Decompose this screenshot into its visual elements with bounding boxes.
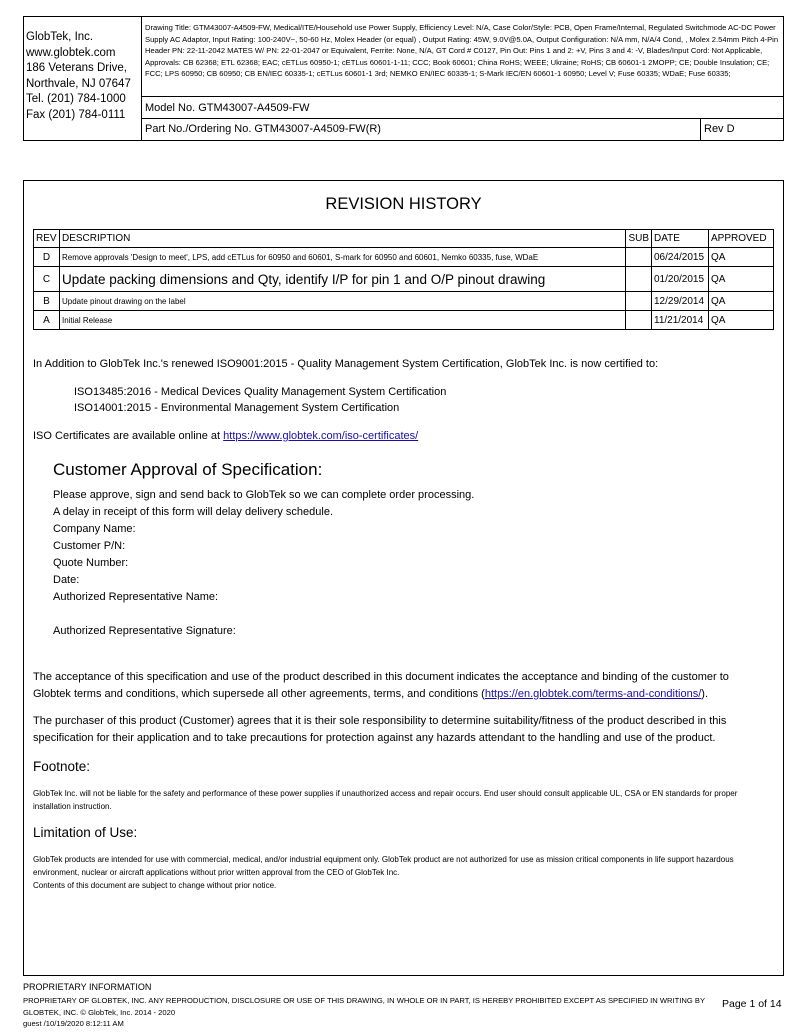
page-number: Page 1 of 14	[722, 998, 782, 1010]
sub-cell	[626, 248, 652, 267]
sub-cell	[626, 292, 652, 311]
date-cell: 12/29/2014	[652, 292, 709, 311]
approved-cell: QA	[708, 267, 773, 292]
approved-cell: QA	[708, 311, 773, 330]
col-sub: SUB	[626, 230, 652, 248]
table-row	[34, 311, 774, 330]
iso-certificates-link[interactable]: https://www.globtek.com/iso-certificates/	[223, 430, 419, 442]
terms-text-end: ).	[701, 687, 709, 700]
desc-cell: Update pinout drawing on the label	[59, 292, 625, 311]
footnote-title: Footnote:	[33, 759, 91, 774]
approved-cell: QA	[708, 248, 773, 267]
iso-online-text: ISO Certificates are available online at	[33, 430, 224, 442]
company-info	[24, 17, 142, 140]
terms-paragraph	[33, 669, 763, 702]
revision-table	[33, 229, 774, 330]
iso-online	[33, 428, 418, 445]
approved-cell: QA	[708, 292, 773, 311]
approval-line: Please approve, sign and send back to GlobTek so we can complete order processing.	[53, 489, 475, 501]
desc-cell: Initial Release	[59, 311, 625, 330]
date-cell: 01/20/2015	[652, 267, 709, 292]
customer-pn-field: Customer P/N:	[53, 540, 126, 552]
terms-link[interactable]: https://en.globtek.com/terms-and-conditions/	[484, 687, 702, 700]
company-city: Northvale, NJ 07647	[26, 77, 131, 90]
table-row	[34, 248, 774, 267]
date-cell: 06/24/2015	[652, 248, 709, 267]
rep-signature-field: Authorized Representative Signature:	[53, 625, 236, 637]
sub-cell	[626, 311, 652, 330]
proprietary-text	[23, 995, 723, 1030]
limitation-title: Limitation of Use:	[33, 825, 138, 840]
table-header-row	[34, 230, 774, 248]
rev-cell: A	[34, 311, 60, 330]
table-row	[34, 267, 774, 292]
date-cell: 11/21/2014	[652, 311, 709, 330]
company-tel: Tel. (201) 784-1000	[26, 93, 126, 106]
company-fax: Fax (201) 784-0111	[26, 108, 126, 121]
part-number	[142, 119, 783, 140]
model-number: Model No. GTM43007-A4509-FW	[142, 97, 783, 119]
rep-name-field: Authorized Representative Name:	[53, 591, 219, 603]
document-header	[23, 16, 784, 141]
rev-cell: B	[34, 292, 60, 311]
rev-cell: D	[34, 248, 60, 267]
rev-cell: C	[34, 267, 60, 292]
company-website[interactable]: www.globtek.com	[26, 46, 116, 59]
col-approved: APPROVED	[708, 230, 773, 248]
company-street: 186 Veterans Drive,	[26, 62, 128, 75]
date-field: Date:	[53, 574, 80, 586]
limitation-text: GlobTek products are intended for use with commercial, medical, and/or industrial equipment only. GlobTek product are not authorized for use as mission critical components in life support hazardous environment, nuclear or aircraft applications without prior written approval from the CEO of GlobTek Inc.	[33, 855, 734, 877]
terms-text: The acceptance of this specification and use of the product described in this document indicates the acceptance and binding of the customer to Globtek terms and conditions, which supersede all other agreements, terms, and conditions (	[33, 671, 729, 700]
desc-cell: Update packing dimensions and Qty, identify I/P for pin 1 and O/P pinout drawing	[59, 267, 625, 292]
purchaser-paragraph: The purchaser of this product (Customer) agrees that it is their sole responsibility to determine suitability/fitness of the product described in this specification for their application and to take precautions for protection against any hazards attendant to the handling and use of the product.	[33, 715, 727, 744]
sub-cell	[626, 267, 652, 292]
company-name-field: Company Name:	[53, 523, 136, 535]
proprietary-label: PROPRIETARY INFORMATION	[23, 982, 152, 992]
company-name: GlobTek, Inc.	[26, 31, 94, 43]
approval-line: A delay in receipt of this form will delay delivery schedule.	[53, 506, 334, 518]
iso-cert-14001: ISO14001:2015 - Environmental Management System Certification	[74, 402, 400, 414]
proprietary-notice: PROPRIETARY OF GLOBTEK, INC. ANY REPRODUCTION, DISCLOSURE OR USE OF THIS DRAWING, IN WHOLE OR IN PART, IS HEREBY PROHIBITED EXCEPT AS SPECIFIED IN WRITING BY GLOBTEK, INC. © GlobTek, Inc. 2014 - 2020	[23, 996, 705, 1017]
desc-cell: Remove approvals 'Design to meet', LPS, add cETLus for 60950 and 60601, S-mark for 60950 and 60601, Nemko 60335, fuse, WDaE	[59, 248, 625, 267]
part-number-text: Part No./Ordering No. GTM43007-A4509-FW(R)	[145, 123, 381, 135]
drawing-title: Drawing Title: GTM43007-A4509-FW, Medical/ITE/Household use Power Supply, Efficiency Level: N/A, Case Color/Style: PCB, Open Frame/Internal, Regulated Switchmode AC-DC Power Supply AC Adaptor, Input Rating: 100-240V~, 50-60 Hz, Molex Header (or equal) , Output Rating: 45W, 9.0V@5.0A, Output Configuration: N/A mm, N/A/4 Cond, , Molex 2.54mm Pitch 4-Pin Header PN: 22-11-2042 MATES W/ PN: 22-01-2047 or Equivalent, Ferrite: None, N/A, GT Cord # C0127, Pin Out: Pins 1 and 2: +V, Pins 3 and 4: -V, Blades/Input Cord: Not Applicable, Approvals: CB 62368; ETL 62368; EAC; cETLus 60950-1; cETLus 60601-1-11; CCC; Book 60601; China RoHS; WEEE; Ukraine; RoHS; CB 60601-1 2MOPP; CE; Double Insulation; CE; FCC; LPS 60950; CB 60950; CB EN/IEC 60335-1; cETLus 60601-1 3rd; NEMKO EN/IEC 60335-1; S-Mark IEC/EN 60601-1 60950; Level V; Fuse 60335; WDaE; Fuse 60335;	[142, 17, 783, 97]
change-notice: Contents of this document are subject to change without prior notice.	[33, 881, 277, 890]
revision-history-title: REVISION HISTORY	[325, 195, 482, 213]
col-rev: REV	[34, 230, 60, 248]
iso-intro: In Addition to GlobTek Inc.'s renewed ISO9001:2015 - Quality Management System Certification, GlobTek Inc. is now certified to:	[33, 358, 659, 370]
footnote-text: GlobTek Inc. will not be liable for the safety and performance of these power supplies if unauthorized access and repair occurs. End user should consult applicable UL, CSA or EN standards for proper installation instruction.	[33, 789, 738, 811]
table-row	[34, 292, 774, 311]
col-description: DESCRIPTION	[59, 230, 625, 248]
revision-label: Rev D	[700, 119, 783, 140]
iso-cert-13485: ISO13485:2016 - Medical Devices Quality Management System Certification	[74, 386, 447, 398]
col-date: DATE	[652, 230, 709, 248]
approval-title: Customer Approval of Specification:	[53, 460, 323, 479]
print-stamp: guest /10/19/2020 8:12:11 AM	[23, 1019, 124, 1028]
quote-number-field: Quote Number:	[53, 557, 129, 569]
